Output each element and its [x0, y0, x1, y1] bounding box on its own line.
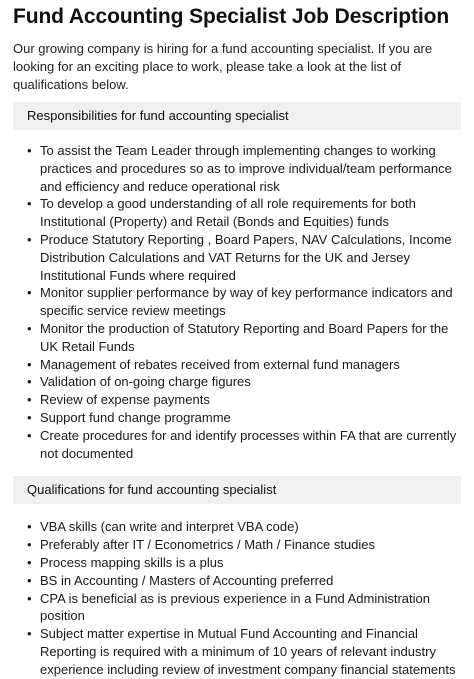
- qualifications-heading: Qualifications for fund accounting specialist: [13, 476, 461, 504]
- bullet-icon: •: [27, 519, 32, 535]
- list-item: [27, 536, 461, 554]
- list-item-text: Management of rebates received from external fund managers: [40, 356, 400, 372]
- list-item: [27, 625, 461, 678]
- list-item: [27, 427, 461, 463]
- bullet-icon: •: [27, 537, 32, 553]
- bullet-icon: •: [27, 143, 32, 158]
- responsibilities-heading: Responsibilities for fund accounting specialist: [13, 102, 461, 130]
- list-item-text: Produce Statutory Reporting , Board Papers, NAV Calculations, Income Distribution Calculations and VAT Returns for the UK and Jersey Institutional Funds where required: [40, 231, 452, 283]
- list-item: [27, 320, 461, 356]
- list-item-text: To assist the Team Leader through implementing changes to working practices and procedures so as to improve individual/team performance and efficiency and reduce operational risk: [40, 143, 452, 194]
- intro-paragraph: Our growing company is hiring for a fund accounting specialist. If you are looking for an exciting place to work, please take a look at the list of qualifications below.: [13, 41, 433, 92]
- list-item-text: To develop a good understanding of all role requirements for both Institutional (Property) and Retail (Bonds and Equities) funds: [40, 196, 416, 230]
- bullet-icon: •: [27, 356, 32, 372]
- bullet-icon: •: [27, 427, 32, 443]
- list-item: [27, 231, 461, 284]
- bullet-icon: •: [27, 374, 32, 390]
- list-item-text: Create procedures for and identify processes within FA that are currently not documented: [40, 427, 457, 461]
- bullet-icon: •: [27, 285, 32, 301]
- bullet-icon: •: [27, 554, 32, 570]
- list-item: [27, 590, 461, 626]
- list-item: [27, 409, 461, 427]
- bullet-icon: •: [27, 392, 32, 408]
- list-item-text: Support fund change programme: [40, 409, 231, 425]
- page-title: Fund Accounting Specialist Job Description: [13, 5, 450, 28]
- list-item-text: Monitor the production of Statutory Reporting and Board Papers for the UK Retail Funds: [40, 320, 449, 354]
- bullet-icon: •: [27, 196, 32, 212]
- list-item: [27, 373, 461, 391]
- list-item-text: Subject matter expertise in Mutual Fund Accounting and Financial Reporting is required with a minimum of 10 years of relevant industry experience including review of investment company financial statements: [40, 626, 456, 677]
- list-item-text: Review of expense payments: [40, 392, 210, 408]
- list-item-text: VBA skills (can write and interpret VBA code): [40, 519, 299, 535]
- responsibilities-list: [13, 142, 461, 462]
- list-item: [27, 518, 461, 536]
- list-item: [27, 554, 461, 572]
- qualifications-list: [13, 518, 461, 678]
- list-item: [27, 356, 461, 374]
- list-item-text: Validation of on-going charge figures: [40, 374, 251, 390]
- bullet-icon: •: [27, 572, 32, 588]
- list-item-text: Monitor supplier performance by way of key performance indicators and specific service review meetings: [40, 285, 453, 319]
- bullet-icon: •: [27, 320, 32, 336]
- list-item: [27, 572, 461, 590]
- list-item-text: CPA is beneficial as is previous experience in a Fund Administration position: [40, 590, 430, 624]
- list-item: [27, 284, 461, 320]
- bullet-icon: •: [27, 231, 32, 247]
- list-item: [27, 195, 461, 231]
- list-item-text: Process mapping skills is a plus: [40, 554, 224, 570]
- list-item: [27, 142, 461, 195]
- list-item-text: Preferably after IT / Econometrics / Math / Finance studies: [40, 537, 376, 553]
- list-item-text: BS in Accounting / Masters of Accounting preferred: [40, 572, 334, 588]
- bullet-icon: •: [27, 409, 32, 425]
- bullet-icon: •: [27, 590, 32, 606]
- list-item: [27, 391, 461, 409]
- bullet-icon: •: [27, 626, 32, 642]
